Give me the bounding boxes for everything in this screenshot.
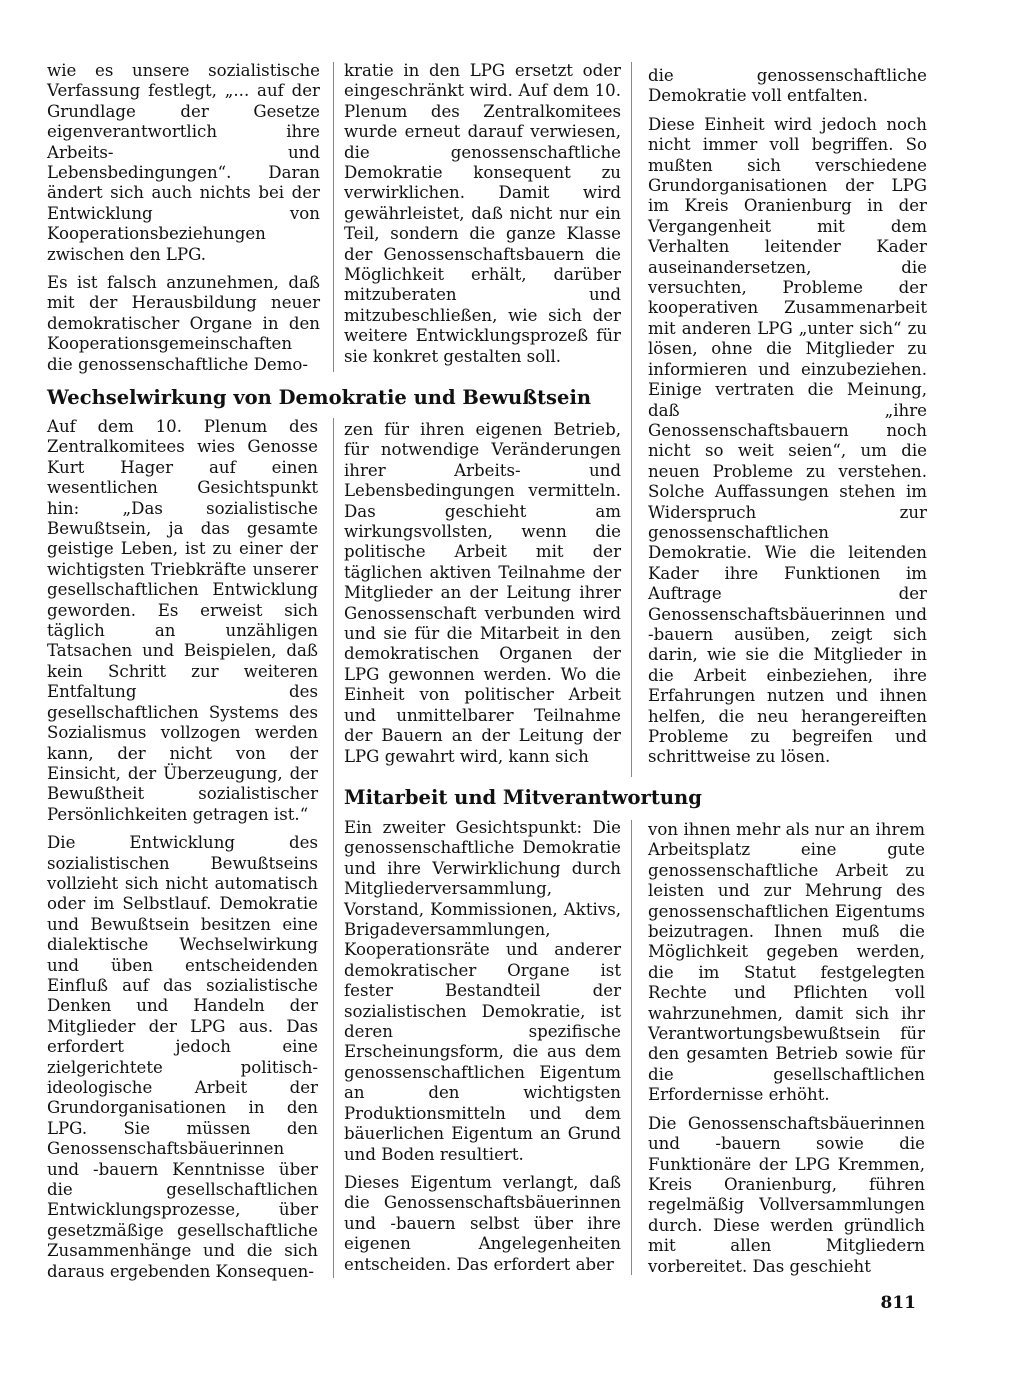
paragraph: Diese Einheit wird jedoch noch nicht immer voll begriffen. So mußten sich verschiedene Grundorganisationen der LPG im Kreis Oranienburg in der Vergangenheit mit dem Verhalten leitender Kader auseinandersetzen, die versuchten, Probleme der kooperativen Zusammenarbeit mit anderen LPG „unter sich“ zu lösen, ohne die Mitglieder zu informieren und einzubeziehen. Einige vertraten die Meinung, daß „ihre Genossenschaftsbauern noch nicht so weit seien“, um die neuen Probleme zu verstehen. Solche Auffassungen stehen im Widerspruch zur genossenschaftlichen Demokratie. Wie die leitenden Kader ihre Funktionen im Auftrage der Genossenschaftsbäuerinnen und -bauern ausüben, zeigt sich darin, wie sie die Mitglieder in die Arbeit einbeziehen, ihre Erfahrungen nutzen und ihnen helfen, die neu herangereiften Probleme zu begreifen und schrittweise zu lösen. xyxy=(648,114,927,767)
column-rule xyxy=(631,820,632,1275)
right-column-upper xyxy=(648,66,927,776)
column-rule xyxy=(333,62,334,372)
paragraph: Ein zweiter Gesichtspunkt: Die genossenschaftliche Demokratie und ihre Verwirklichung durch Mitgliederversammlung, Vorstand, Kommissionen, Aktivs, Brigadeversammlungen, Kooperationsräte und anderer demokratischer Organe ist fester Bestandteil der sozialistischen Demokratie, ist deren spezifische Erscheinungsform, die aus dem genossenschaftlichen Eigentum an den wichtigsten Produktionsmitteln und dem bäuerlichen Eigentum an Grund und Boden resultiert. xyxy=(344,818,621,1164)
paragraph: Die Entwicklung des sozialistischen Bewußtseins vollzieht sich nicht automatisch oder im Selbstlauf. Demokratie und Bewußtsein besitzen eine dialektische Wechselwirkung und üben entscheidenden Einfluß auf das sozialistische Denken und Handeln der Mitglieder der LPG aus. Das erfordert jedoch eine zielgerichtete politisch-ideologische Arbeit der Grundorganisationen in den LPG. Sie müssen den Genossenschaftsbäuerinnen und -bauern Kenntnisse über die gesellschaftlichen Entwicklungsprozesse, über gesetzmäßige gesellschaftliche Zusammenhänge und die sich daraus ergebenden Konsequen- xyxy=(47,833,318,1281)
section2-column-2 xyxy=(344,818,621,1283)
page-number: 811 xyxy=(880,1293,916,1313)
section-heading: Wechselwirkung von Demokratie und Bewußtsein xyxy=(47,386,592,409)
paragraph: Die Genossenschaftsbäuerinnen und -bauern sowie die Funktionäre der LPG Kremmen, Kreis Oranienburg, führen regelmäßig Vollversammlungen durch. Diese werden gründlich mit allen Mitgliedern vorbereitet. Das geschieht xyxy=(648,1113,925,1276)
section1-column-2 xyxy=(344,420,621,775)
top-column-2 xyxy=(344,61,621,375)
column-rule xyxy=(333,418,334,1278)
column-rule xyxy=(631,62,632,777)
section2-column-3 xyxy=(648,820,925,1285)
paragraph: kratie in den LPG ersetzt oder eingeschränkt wird. Auf dem 10. Plenum des Zentralkomitees wurde erneut darauf verwiesen, die genossenschaftliche Demokratie konsequent zu verwirklichen. Damit wird gewährleistet, daß nicht nur ein Teil, sondern die ganze Klasse der Genossenschaftsbauern die Möglichkeit erhält, darüber mitzuberaten und mitzubeschließen, wie sich der weitere Entwicklungsprozeß für sie konkret gestalten soll. xyxy=(344,61,621,366)
paragraph: die genossenschaftliche Demokratie voll entfalten. xyxy=(648,66,927,106)
section-heading: Mitarbeit und Mitverantwortung xyxy=(344,786,702,809)
paragraph: von ihnen mehr als nur an ihrem Arbeitsplatz eine gute genossenschaftliche Arbeit zu leisten und zur Mehrung des genossenschaftlichen Eigentums beizutragen. Ihnen muß die Möglichkeit gegeben werden, die im Statut festgelegten Rechte und Pflichten voll wahrzunehmen, damit sich ihr Verantwortungsbewußtsein für den gesamten Betrieb sowie für die gesellschaftlichen Erfordernisse erhöht. xyxy=(648,820,925,1105)
paragraph: Es ist falsch anzunehmen, daß mit der Herausbildung neuer demokratischer Organe in den Kooperationsgemeinschaften die genossenschaftliche Demo- xyxy=(47,273,320,374)
paragraph: zen für ihren eigenen Betrieb, für notwendige Veränderungen ihrer Arbeits- und Lebensbedingungen vermitteln. Das geschieht am wirkungsvollsten, wenn die politische Arbeit mit der täglichen aktiven Teilnahme der Mitglieder an der Leitung ihrer Genossenschaft verbunden wird und sie für die Mitarbeit in den demokratischen Organen der LPG gewonnen werden. Wo die Einheit von politischer Arbeit und unmittelbarer Teilnahme der Bauern an der Leitung der LPG gewahrt wird, kann sich xyxy=(344,420,621,766)
paragraph: Auf dem 10. Plenum des Zentralkomitees wies Genosse Kurt Hager auf einen wesentlichen Gesichtspunkt hin: „Das sozialistische Bewußtsein, ja das gesamte geistige Leben, ist zu einer der wichtigsten Triebkräfte unserer gesellschaftlichen Entwicklung geworden. Es erweist sich täglich an unzähligen Tatsachen und Beispielen, daß kein Schritt zur weiteren Entfaltung des gesellschaftlichen Systems des Sozialismus vollzogen werden kann, der nicht von der Einsicht, der Überzeugung, der Bewußtheit sozialistischer Persönlichkeiten getragen ist.“ xyxy=(47,417,318,824)
paragraph: Dieses Eigentum verlangt, daß die Genossenschaftsbäuerinnen und -bauern selbst über ihre eigenen Angelegenheiten entscheiden. Das erfordert aber xyxy=(344,1172,621,1274)
section1-column-1 xyxy=(47,417,318,1290)
top-column-1 xyxy=(47,61,320,383)
paragraph: wie es unsere sozialistische Verfassung festlegt, „... auf der Grundlage der Gesetze eigenverantwortlich ihre Arbeits- und Lebensbedingungen“. Daran ändert sich auch nichts bei der Entwicklung von Kooperationsbeziehungen zwischen den LPG. xyxy=(47,61,320,264)
